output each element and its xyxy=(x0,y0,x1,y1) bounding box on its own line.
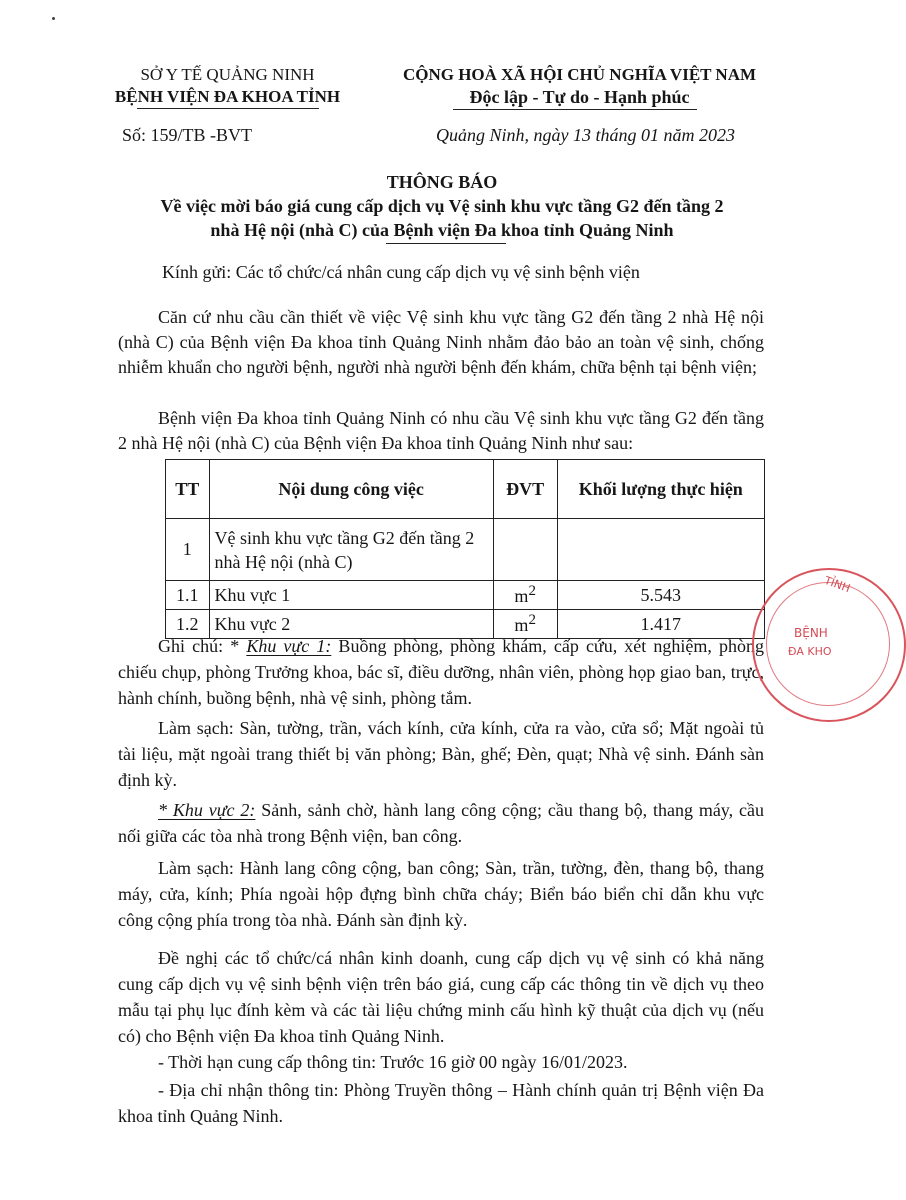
cell-unit xyxy=(493,581,557,610)
cell-tt: 1.1 xyxy=(166,581,210,610)
deadline-line: - Thời hạn cung cấp thông tin: Trước 16 giờ 00 ngày 16/01/2023. xyxy=(158,1052,628,1072)
hospital-name: BỆNH VIỆN ĐA KHOA TỈNH xyxy=(114,87,341,106)
note-area-2-text: Sảnh, sảnh chờ, hành lang công cộng; cầu thang bộ, thang máy, cầu nối giữa các tòa nhà trong Bệnh viện, ban công. xyxy=(118,800,764,846)
note-area-1-label: Khu vực 1: xyxy=(246,636,332,656)
title-underline xyxy=(386,243,506,244)
cell-content: Khu vực 1 xyxy=(209,581,493,610)
cleaning-scope-1: Làm sạch: Sàn, tường, trần, vách kính, cửa kính, cửa ra vào, cửa sổ; Mặt ngoài tủ tài liệu, mặt ngoài trang thiết bị văn phòng; Bàn, ghế; Đèn, quạt; Nhà vệ sinh. Đánh sàn định kỳ. xyxy=(118,718,764,790)
scan-speck xyxy=(52,17,55,20)
official-stamp xyxy=(752,568,906,722)
cell-quantity: 5.543 xyxy=(557,581,764,610)
cell-tt: 1.2 xyxy=(166,610,210,639)
document-date: Quảng Ninh, ngày 13 tháng 01 năm 2023 xyxy=(436,125,735,145)
stamp-text-lower: ĐA KHO xyxy=(788,645,832,658)
table-header-row xyxy=(166,460,765,519)
stamp-text-middle: BỆNH xyxy=(794,626,828,640)
col-header-unit: ĐVT xyxy=(493,460,557,519)
col-header-tt: TT xyxy=(166,460,210,519)
recipient-line: Kính gửi: Các tổ chức/cá nhân cung cấp dịch vụ vệ sinh bệnh viện xyxy=(162,262,640,282)
notice-subject-line2: nhà Hệ nội (nhà C) của Bệnh viện Đa khoa tỉnh Quảng Ninh xyxy=(210,220,674,240)
work-table xyxy=(165,459,765,639)
address-line: - Địa chỉ nhận thông tin: Phòng Truyền thông – Hành chính quản trị Bệnh viện Đa khoa tỉnh Quảng Ninh. xyxy=(118,1080,764,1126)
motto: Độc lập - Tự do - Hạnh phúc xyxy=(469,87,690,107)
issuing-department: SỞ Y TẾ QUẢNG NINH xyxy=(140,65,315,84)
cleaning-scope-2: Làm sạch: Hành lang công cộng, ban công; Sàn, trần, tường, đèn, thang bộ, thang máy, cửa, kính; Phía ngoài hộp đựng bình chữa cháy; Biển báo biển chỉ dẫn khu vực công cộng phía trong tòa nhà. Đánh sàn định kỳ. xyxy=(118,858,764,930)
cell-tt: 1 xyxy=(166,519,210,581)
col-header-content: Nội dung công việc xyxy=(209,460,493,519)
notice-title: THÔNG BÁO xyxy=(386,172,498,192)
motto-underline xyxy=(453,109,697,110)
note-prefix: Ghi chú: * xyxy=(158,636,247,656)
cell-quantity: 1.417 xyxy=(557,610,764,639)
cell-content: Khu vực 2 xyxy=(209,610,493,639)
unit-exponent: 2 xyxy=(528,612,536,628)
unit-text: m xyxy=(514,615,529,635)
stamp-inner-ring xyxy=(766,582,890,706)
stamp-text-top: TỈNH xyxy=(822,573,852,596)
country-name: CỘNG HOÀ XÃ HỘI CHỦ NGHĨA VIỆT NAM xyxy=(402,65,757,84)
table-row xyxy=(166,581,765,610)
note-area-1-text: Buồng phòng, phòng khám, cấp cứu, xét nghiệm, phòng chiếu chụp, phòng Trưởng khoa, bác sĩ, điều dưỡng, nhân viên, phòng họp giao ban, trực, hành chính, buồng bệnh, nhà vệ sinh, phòng tắm. xyxy=(118,636,764,708)
unit-exponent: 2 xyxy=(528,583,536,599)
col-header-quantity: Khối lượng thực hiện xyxy=(557,460,764,519)
paragraph-demand: Bệnh viện Đa khoa tỉnh Quảng Ninh có nhu cầu Vệ sinh khu vực tầng G2 đến tầng 2 nhà Hệ nội (nhà C) của Bệnh viện Đa khoa tỉnh Quảng Ninh như sau: xyxy=(118,408,764,453)
cell-unit xyxy=(493,519,557,581)
unit-text: m xyxy=(514,586,529,606)
request-paragraph: Đề nghị các tổ chức/cá nhân kinh doanh, cung cấp dịch vụ vệ sinh có khả năng cung cấp dịch vụ vệ sinh bệnh viện trên báo giá, cung cấp các thông tin về dịch vụ theo mẫu tại phụ lục đính kèm và các tài liệu chứng minh cấu hình kỹ thuật của dịch vụ (nếu có) cho Bệnh viện Đa khoa tỉnh Quảng Ninh. xyxy=(118,948,764,1046)
cell-content: Vệ sinh khu vực tầng G2 đến tầng 2 nhà Hệ nội (nhà C) xyxy=(209,519,493,581)
header-left-underline xyxy=(137,108,319,109)
header-right xyxy=(372,64,787,108)
notice-subject-line1: Về việc mời báo giá cung cấp dịch vụ Vệ sinh khu vực tầng G2 đến tầng 2 xyxy=(160,196,724,216)
paragraph-basis: Căn cứ nhu cầu cần thiết về việc Vệ sinh khu vực tầng G2 đến tầng 2 nhà Hệ nội (nhà C) của Bệnh viện Đa khoa tỉnh Quảng Ninh nhằm đảo bảo an toàn vệ sinh, chống nhiễm khuẩn cho người bệnh, người nhà người bệnh đến khám, chữa bệnh tại bệnh viện; xyxy=(118,307,764,377)
note-area-1 xyxy=(118,633,764,711)
cell-quantity xyxy=(557,519,764,581)
note-area-2-label: * Khu vực 2: xyxy=(158,800,256,820)
note-area-2 xyxy=(118,797,764,849)
header-left xyxy=(95,64,360,108)
document-number: Số: 159/TB -BVT xyxy=(122,125,253,145)
table-row xyxy=(166,519,765,581)
